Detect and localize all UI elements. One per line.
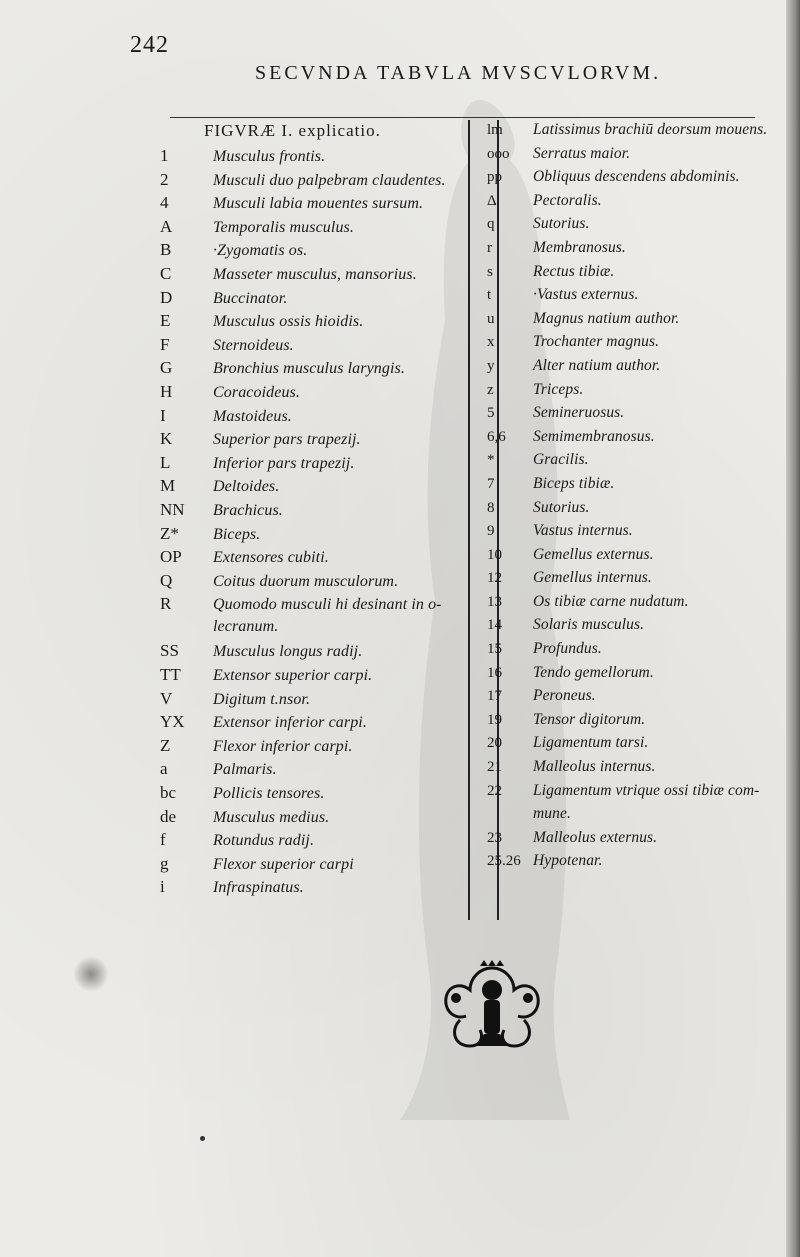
legend-entry	[487, 499, 777, 523]
legend-key: 20	[487, 735, 502, 752]
legend-entry	[487, 475, 777, 499]
legend-description: Quomodo musculi hi desinant in o-	[213, 596, 442, 614]
legend-key: 23	[487, 829, 502, 846]
legend-description: Mastoideus.	[213, 407, 292, 425]
legend-entry	[160, 288, 465, 312]
page-number: 242	[130, 32, 169, 58]
legend-entry	[487, 381, 777, 405]
legend-entry	[487, 215, 777, 239]
running-head: SECVNDA TABVLA MVSCVLORVM.	[255, 62, 662, 84]
legend-entry	[487, 357, 777, 381]
legend-entry	[160, 641, 465, 665]
legend-entry	[487, 664, 777, 688]
legend-entry	[487, 451, 777, 475]
ink-speck	[200, 1136, 205, 1141]
legend-entry	[487, 569, 777, 593]
legend-key: y	[487, 357, 495, 374]
legend-key: NN	[160, 499, 185, 519]
legend-entry	[487, 687, 777, 711]
legend-entry	[160, 476, 465, 500]
legend-description: Obliquus descendens abdominis.	[533, 168, 740, 186]
legend-key: f	[160, 830, 166, 850]
legend-key: 19	[487, 711, 502, 728]
legend-key: 13	[487, 593, 502, 610]
legend-key: g	[160, 853, 169, 873]
legend-description: Temporalis musculus.	[213, 218, 354, 236]
legend-key: 12	[487, 570, 502, 587]
legend-entry	[160, 429, 465, 453]
legend-entry	[487, 239, 777, 263]
legend-description: Triceps.	[533, 380, 584, 398]
figure-caption: FIGVRÆ I. explicatio.	[204, 121, 381, 140]
legend-key: de	[160, 806, 177, 826]
legend-key: H	[160, 381, 173, 401]
legend-key: L	[160, 452, 171, 472]
legend-description: Coitus duorum musculorum.	[213, 572, 399, 590]
legend-entry	[487, 428, 777, 452]
legend-description: ·Zygomatis os.	[213, 242, 308, 260]
legend-entry	[160, 335, 465, 359]
legend-entry	[160, 689, 465, 713]
legend-key: C	[160, 263, 172, 283]
legend-entry	[160, 807, 465, 831]
legend-description: Gracilis.	[533, 451, 589, 469]
legend-key: D	[160, 287, 173, 307]
legend-description: Palmaris.	[213, 761, 277, 779]
legend-entry	[487, 286, 777, 310]
legend-description: Musculus ossis hioidis.	[213, 313, 364, 331]
legend-key: s	[487, 263, 493, 280]
legend-entry	[160, 618, 465, 642]
legend-description: Coracoideus.	[213, 383, 300, 401]
header-rule	[170, 117, 755, 118]
legend-entry	[487, 333, 777, 357]
legend-list-right	[487, 121, 777, 876]
legend-key: lm	[487, 122, 503, 138]
legend-key: ooo	[487, 145, 510, 162]
legend-entry	[487, 616, 777, 640]
legend-key: 9	[487, 523, 495, 540]
legend-entry	[160, 146, 465, 170]
printers-ornament-icon	[440, 960, 544, 1052]
legend-entry	[487, 805, 777, 829]
legend-entry	[160, 382, 465, 406]
legend-key: 25.26	[487, 853, 521, 870]
legend-description: Tensor digitorum.	[533, 710, 646, 728]
legend-description: Malleolus internus.	[533, 758, 656, 776]
legend-entry	[160, 665, 465, 689]
legend-key: 16	[487, 664, 502, 681]
legend-description: Semineruosus.	[533, 404, 625, 422]
legend-key: SS	[160, 641, 179, 661]
legend-description: Flexor inferior carpi.	[213, 737, 353, 755]
legend-key: 15	[487, 641, 502, 658]
legend-description: Flexor superior carpi	[213, 855, 354, 873]
legend-description: Extensor inferior carpi.	[213, 714, 367, 732]
legend-entry	[487, 546, 777, 570]
legend-key: K	[160, 429, 173, 449]
legend-entry	[160, 854, 465, 878]
legend-key: t	[487, 287, 492, 304]
legend-description: Sternoideus.	[213, 336, 294, 354]
legend-description: Gemellus internus.	[533, 569, 652, 587]
legend-description: Buccinator.	[213, 289, 288, 307]
legend-entry	[487, 145, 777, 169]
legend-description: Hypotenar.	[533, 852, 603, 870]
legend-entry	[487, 758, 777, 782]
legend-entry	[487, 168, 777, 192]
legend-entry	[487, 593, 777, 617]
legend-description: Tendo gemellorum.	[533, 663, 654, 681]
legend-entry	[160, 170, 465, 194]
legend-key: x	[487, 334, 495, 351]
legend-description: lecranum.	[213, 617, 279, 635]
legend-entry	[487, 192, 777, 216]
legend-key: Z*	[160, 523, 179, 543]
legend-description: Pollicis tensores.	[213, 785, 325, 803]
legend-description: Profundus.	[533, 640, 602, 658]
ink-blot	[74, 955, 108, 993]
legend-key: 6,6	[487, 428, 506, 445]
legend-key: E	[160, 311, 171, 331]
legend-entry	[160, 264, 465, 288]
legend-description: mune.	[533, 805, 571, 823]
legend-entry	[160, 759, 465, 783]
legend-description: Malleolus externus.	[533, 828, 658, 846]
legend-description: Rotundus radij.	[213, 832, 315, 850]
legend-description: Ligamentum vtrique ossi tibiæ com-	[533, 781, 760, 799]
legend-entry	[160, 193, 465, 217]
legend-description: Pectoralis.	[533, 191, 602, 209]
legend-key: G	[160, 358, 173, 378]
legend-list-left	[160, 146, 465, 901]
legend-entry	[487, 640, 777, 664]
legend-description: Gemellus externus.	[533, 545, 654, 563]
legend-key: *	[487, 452, 495, 469]
legend-entry	[160, 453, 465, 477]
legend-key: M	[160, 476, 176, 496]
legend-entry	[160, 877, 465, 901]
legend-key: 8	[487, 499, 495, 516]
legend-entry	[160, 783, 465, 807]
legend-key: Q	[160, 570, 173, 590]
legend-key: i	[160, 877, 165, 897]
legend-entry	[160, 547, 465, 571]
legend-key: 4	[160, 193, 169, 213]
legend-key: Z	[160, 735, 171, 755]
legend-description: Brachicus.	[213, 501, 283, 519]
legend-entry	[160, 358, 465, 382]
legend-entry	[487, 829, 777, 853]
legend-key: R	[160, 594, 172, 614]
legend-description: Musculi labia mouentes sursum.	[213, 195, 424, 213]
legend-description: Deltoides.	[213, 478, 280, 496]
legend-description: Rectus tibiæ.	[533, 262, 615, 280]
legend-entry	[160, 500, 465, 524]
legend-description: Extensor superior carpi.	[213, 667, 373, 685]
legend-description: Biceps tibiæ.	[533, 474, 615, 492]
legend-description: Musculus frontis.	[213, 148, 326, 165]
legend-description: Os tibiæ carne nudatum.	[533, 592, 689, 610]
legend-key: Δ	[487, 192, 497, 209]
legend-description: Musculi duo palpebram claudentes.	[213, 171, 446, 189]
legend-description: Biceps.	[213, 525, 261, 543]
legend-description: Digitum t.nsor.	[213, 690, 311, 708]
legend-description: Solaris musculus.	[533, 616, 645, 634]
legend-key: 17	[487, 688, 502, 705]
legend-key: TT	[160, 665, 181, 685]
legend-key: 2	[160, 169, 169, 189]
page-gutter-shadow	[786, 0, 800, 1257]
legend-entry	[487, 121, 777, 145]
legend-entry	[160, 217, 465, 241]
legend-key: z	[487, 381, 494, 398]
legend-entry	[160, 736, 465, 760]
legend-key: pp	[487, 169, 502, 186]
column-divider-left	[468, 120, 470, 920]
legend-key: YX	[160, 712, 185, 732]
legend-key: A	[160, 216, 173, 236]
legend-entry	[160, 240, 465, 264]
legend-description: Sutorius.	[533, 498, 590, 516]
legend-entry	[160, 594, 465, 618]
legend-key: 7	[487, 475, 495, 492]
legend-entry	[160, 406, 465, 430]
legend-description: Peroneus.	[533, 687, 596, 705]
legend-entry	[160, 311, 465, 335]
legend-key: u	[487, 310, 495, 327]
legend-entry	[160, 830, 465, 854]
legend-description: Alter natium author.	[533, 356, 661, 374]
legend-description: Magnus natium author.	[533, 309, 680, 327]
legend-description: Semimembranosus.	[533, 427, 655, 445]
legend-key: bc	[160, 783, 177, 803]
legend-description: Membranosus.	[533, 238, 626, 256]
legend-description: Musculus longus radij.	[213, 643, 363, 661]
legend-entry	[160, 524, 465, 548]
legend-entry	[487, 522, 777, 546]
legend-entry	[487, 711, 777, 735]
legend-key: I	[160, 405, 166, 425]
legend-key: B	[160, 240, 172, 260]
legend-entry	[160, 571, 465, 595]
legend-description: Trochanter magnus.	[533, 333, 660, 351]
legend-description: Bronchius musculus laryngis.	[213, 360, 405, 378]
legend-key: 22	[487, 782, 502, 799]
legend-description: Vastus internus.	[533, 522, 633, 540]
legend-description: Superior pars trapezij.	[213, 431, 361, 449]
legend-description: Infraspinatus.	[213, 879, 304, 897]
legend-entry	[487, 310, 777, 334]
legend-description: ·Vastus externus.	[533, 286, 639, 304]
legend-description: Extensores cubiti.	[213, 549, 329, 567]
legend-key: q	[487, 216, 495, 233]
legend-key: OP	[160, 547, 182, 567]
legend-entry	[487, 734, 777, 758]
legend-description: Sutorius.	[533, 215, 590, 233]
legend-entry	[487, 852, 777, 876]
legend-key: F	[160, 334, 170, 354]
legend-entry	[160, 712, 465, 736]
legend-description: Ligamentum tarsi.	[533, 734, 649, 752]
legend-entry	[487, 263, 777, 287]
legend-description: Inferior pars trapezij.	[213, 454, 355, 472]
legend-description: Latissimus brachiū deorsum mouens.	[533, 121, 768, 138]
legend-description: Serratus maior.	[533, 144, 631, 162]
legend-key: 21	[487, 759, 502, 776]
legend-key: V	[160, 688, 173, 708]
legend-key: 5	[487, 405, 495, 422]
legend-key: r	[487, 239, 492, 256]
legend-key: a	[160, 759, 168, 779]
legend-entry	[487, 782, 777, 806]
legend-key: 14	[487, 617, 502, 634]
legend-entry	[487, 404, 777, 428]
legend-description: Musculus medius.	[213, 808, 330, 826]
legend-key: 10	[487, 546, 502, 563]
legend-key: 1	[160, 146, 169, 165]
legend-description: Masseter musculus, mansorius.	[213, 265, 417, 283]
